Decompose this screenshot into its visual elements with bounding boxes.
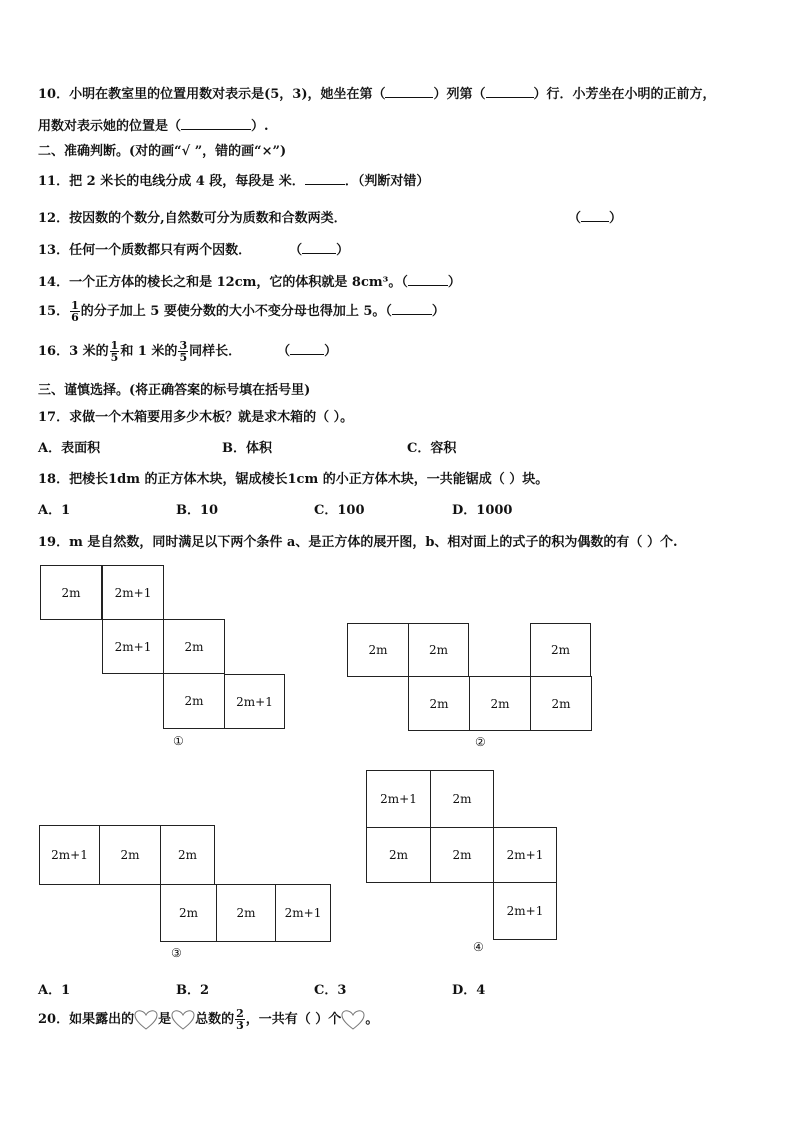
net-face: 2m+1 (224, 674, 285, 729)
question-11: 11．把 2 米长的电线分成 4 段，每段是 米． ．（判断对错） (38, 174, 430, 189)
option-a[interactable]: A．1 (38, 983, 71, 998)
net-face: 2m (216, 884, 276, 942)
net-face: 2m (163, 619, 225, 674)
question-19: 19．m 是自然数，同时满足以下两个条件 a、是正方体的展开图，b、相对面上的式子的积为偶数的有（ ）个. (38, 535, 678, 550)
net-face: 2m (347, 623, 409, 677)
section-3-heading: 三、谨慎选择。(将正确答案的标号填在括号里) (38, 383, 311, 398)
net-face: 2m+1 (366, 770, 431, 828)
question-14: 14．一个正方体的棱长之和是 12cm，它的体积就是 8cm³。（ ） (38, 275, 461, 290)
option-d[interactable]: D．1000 (452, 503, 513, 518)
net-face: 2m (99, 825, 161, 885)
net-face: 2m (160, 884, 217, 942)
net-face: 2m (408, 676, 470, 731)
net-face: 2m+1 (39, 825, 100, 885)
heart-icon (134, 1009, 158, 1031)
net-face: 2m (469, 676, 531, 731)
answer-blank[interactable] (305, 184, 345, 185)
option-b[interactable]: B．10 (176, 503, 219, 518)
option-a[interactable]: A．1 (38, 503, 71, 518)
fraction-one-sixth: $\frac{1}{6}$ (71, 299, 79, 324)
option-b[interactable]: B．2 (176, 983, 210, 998)
heart-icon (171, 1009, 195, 1031)
question-15: 15． $\frac{1}{6}$ 的分子加上 5 要使分数的大小不变分母也得加上 5。（ ） (38, 299, 445, 324)
question-20: 20．如果露出的 是 总数的 $\frac{2}{3}$ ，一共有（ ）个 。 (38, 1007, 379, 1032)
section-2-heading: 二、准确判断。(对的画“√ ”，错的画“×”) (38, 144, 287, 159)
net-face: 2m (408, 623, 469, 677)
net-face: 2m (163, 673, 225, 729)
net-face: 2m (530, 676, 592, 731)
net-face: 2m+1 (275, 884, 331, 942)
net-face: 2m (160, 825, 215, 885)
net-face: 2m+1 (102, 619, 164, 674)
net-label-4: ④ (473, 940, 484, 954)
answer-blank[interactable] (181, 129, 251, 130)
net-face: 2m (430, 827, 494, 883)
answer-blank[interactable] (392, 314, 432, 315)
answer-blank[interactable] (290, 354, 324, 355)
question-10-line1: 10．小明在教室里的位置用数对表示是(5，3)，她坐在第（ ）列第（ ）行．小芳坐在小明的正前方， (38, 87, 716, 102)
answer-blank[interactable] (581, 221, 609, 222)
fraction-three-fifths: $\frac{3}{5}$ (179, 339, 188, 364)
question-12: 12．按因数的个数分,自然数可分为质数和合数两类． (38, 211, 347, 226)
net-face: 2m+1 (102, 565, 164, 620)
net-face: 2m (530, 623, 591, 677)
fraction-one-fifth: $\frac{1}{5}$ (110, 339, 119, 364)
question-13: 13．任何一个质数都只有两个因数． （ ） (38, 243, 350, 258)
answer-blank[interactable] (408, 285, 448, 286)
option-c[interactable]: C．容积 (407, 441, 457, 456)
answer-blank[interactable] (385, 97, 433, 98)
net-face: 2m (40, 565, 102, 620)
answer-blank[interactable] (486, 97, 534, 98)
question-10-line2: 用数对表示她的位置是（ ）. (38, 119, 269, 134)
net-face: 2m+1 (493, 882, 557, 940)
net-face: 2m (430, 770, 494, 828)
question-17: 17．求做一个木箱要用多少木板？就是求木箱的（ ）。 (38, 410, 354, 425)
heart-icon (341, 1009, 365, 1031)
net-label-1: ① (173, 734, 184, 748)
question-16: 16．3 米的 $\frac{1}{5}$ 和 1 米的 $\frac{3}{5}$ 同样长． （ ） (38, 339, 338, 364)
option-c[interactable]: C．3 (314, 983, 347, 998)
net-face: 2m+1 (493, 827, 557, 883)
net-label-2: ② (475, 735, 486, 749)
question-12-bracket: （ ） (568, 211, 623, 226)
net-label-3: ③ (171, 946, 182, 960)
fraction-two-thirds: $\frac{2}{3}$ (236, 1007, 244, 1032)
answer-blank[interactable] (302, 253, 336, 254)
question-18: 18．把棱长1dm 的正方体木块，锯成棱长1cm 的小正方体木块，一共能锯成（ ）块。 (38, 472, 549, 487)
option-b[interactable]: B．体积 (222, 441, 272, 456)
option-c[interactable]: C．100 (314, 503, 365, 518)
net-face: 2m (366, 827, 431, 883)
option-d[interactable]: D．4 (452, 983, 486, 998)
option-a[interactable]: A．表面积 (38, 441, 101, 456)
